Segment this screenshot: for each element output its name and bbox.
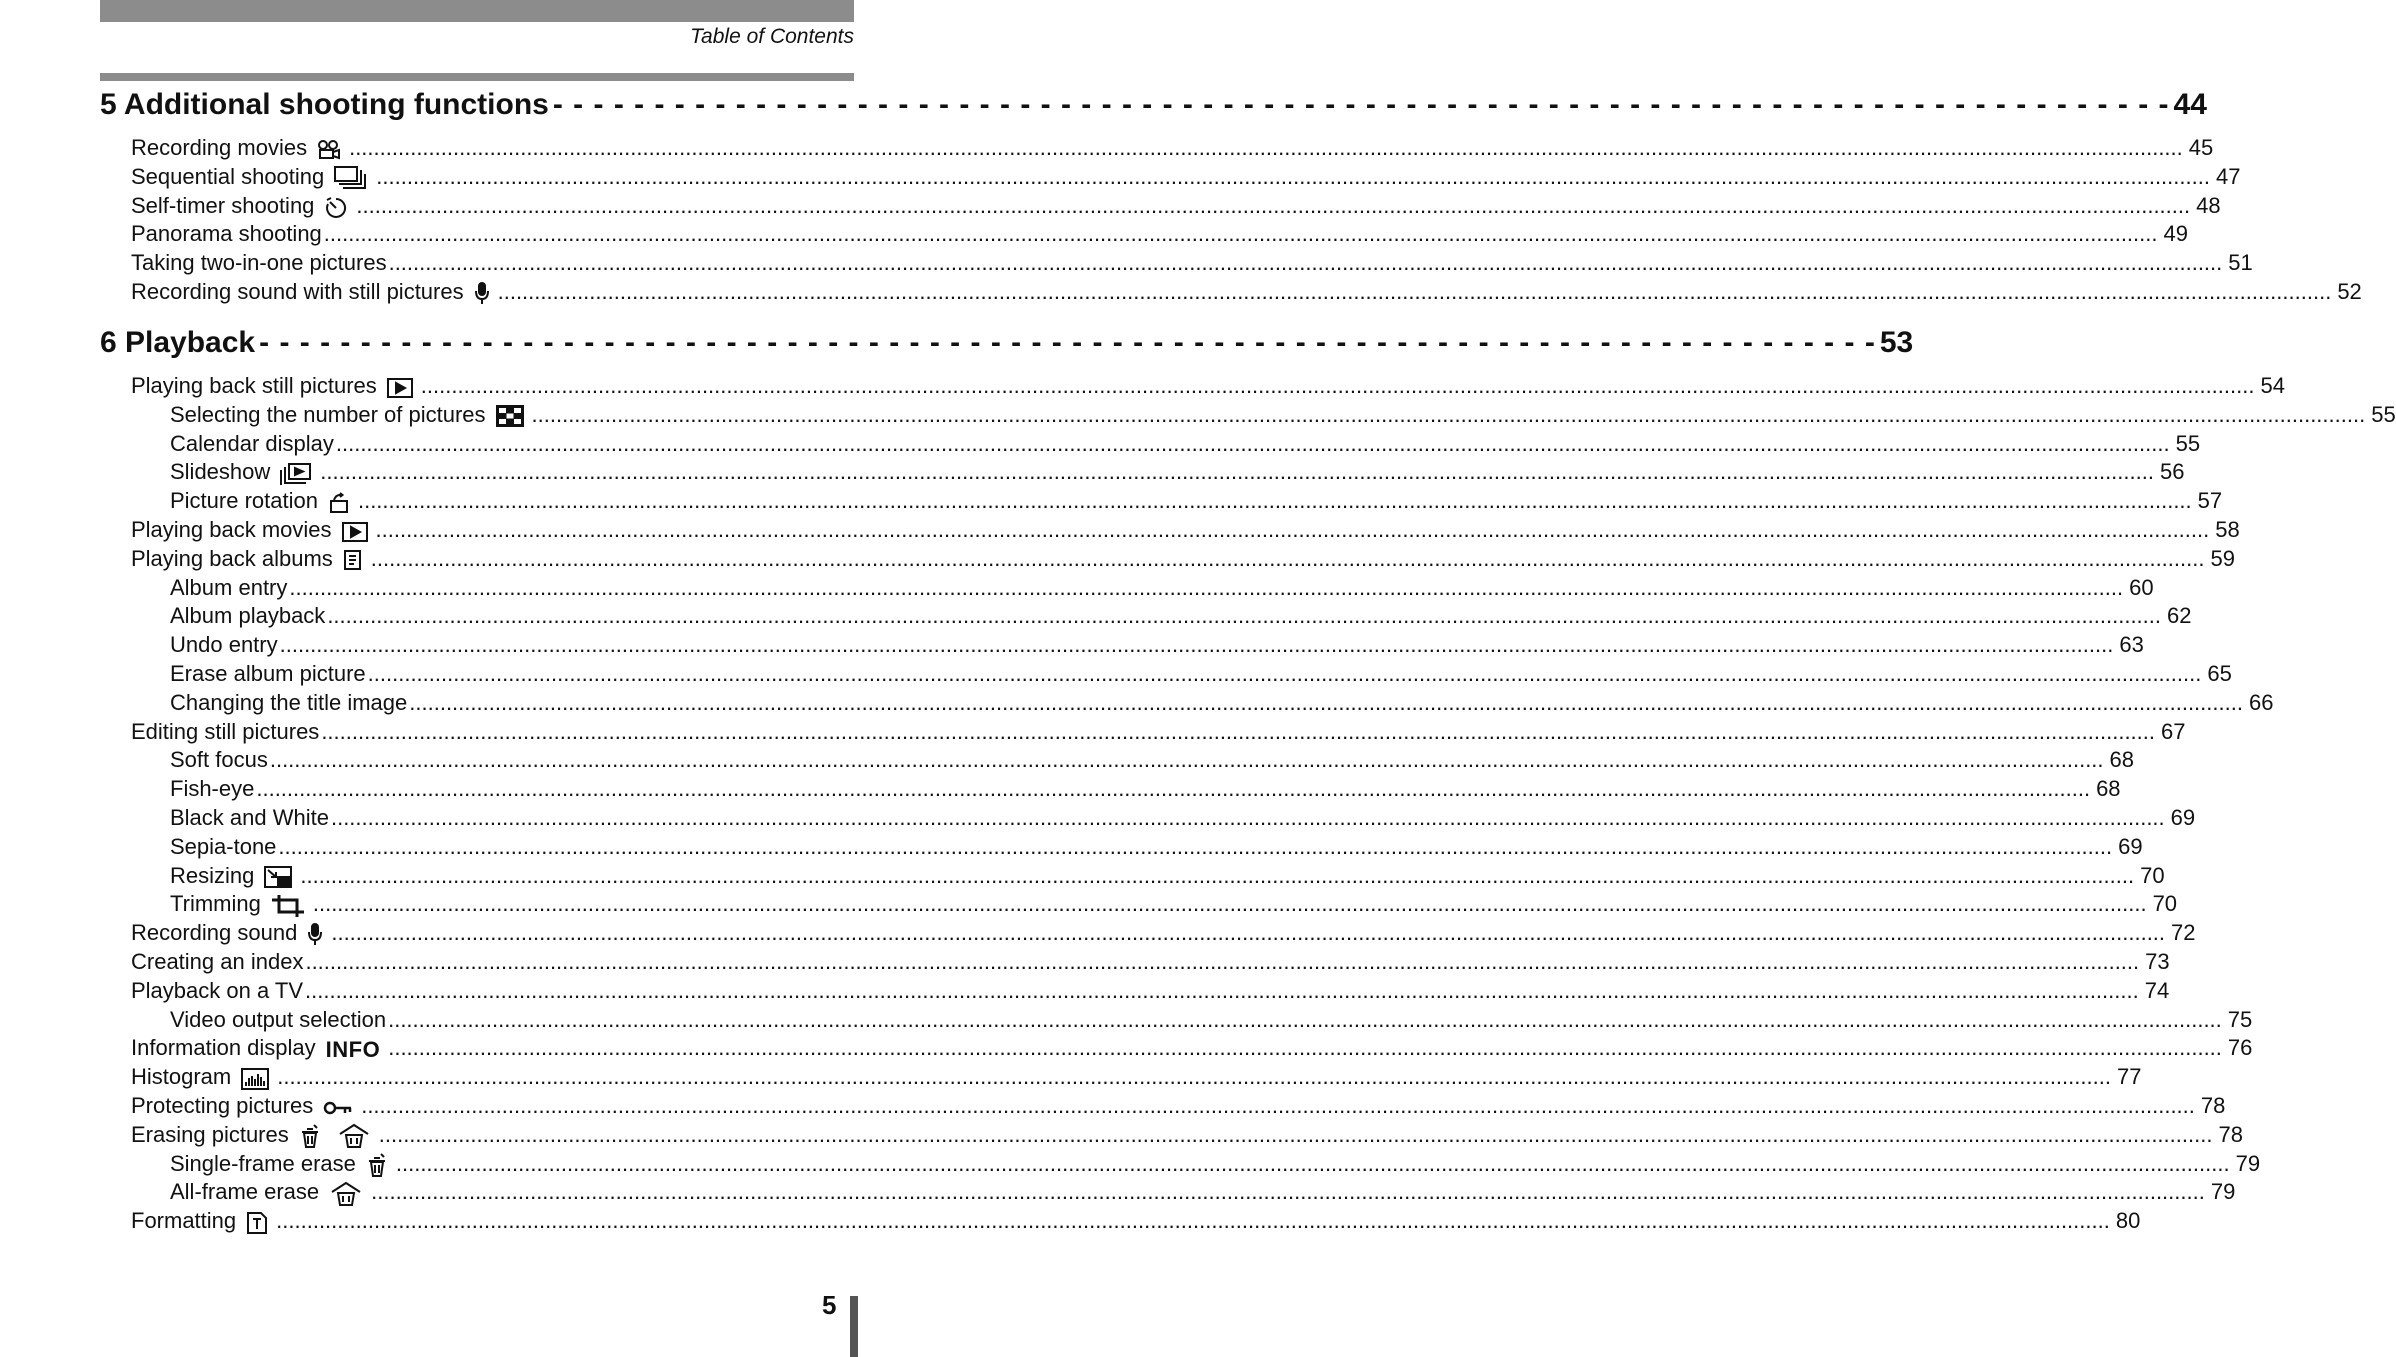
entry-label: Soft focus [170,747,268,773]
entry-page-number: 62 [2167,603,2192,629]
entry-label: Video output selection [170,1006,387,1032]
dot-leader: ............................................................................................................................................................................................................................................................................................................ [327,603,2162,629]
toc-entry[interactable] [131,250,2253,279]
entry-label: Playing back movies [131,517,332,542]
playback-icon [387,378,413,398]
dot-leader: ............................................................................................................................................................................................................................................................................................................ [331,920,2166,946]
section-divider [100,73,854,81]
movie-camera-icon [317,139,341,161]
entry-page-number: 49 [2163,221,2188,247]
toc-subentry[interactable] [170,1179,2236,1208]
entry-label: Selecting the number of pictures [170,401,486,427]
toc-subentry[interactable] [170,747,2135,776]
entry-page-number: 68 [2096,776,2121,802]
dot-leader: ............................................................................................................................................................................................................................................................................................................ [320,459,2154,485]
erase-single-icon [299,1123,321,1149]
entry-page-number: 78 [2218,1121,2243,1147]
entry-label: Single-frame erase [170,1150,356,1176]
entry-label: Taking two-in-one pictures [131,250,387,276]
rotation-icon [328,492,350,514]
entry-label: Editing still pictures [131,718,320,744]
toc-entry[interactable] [131,1121,2243,1151]
toc-subentry[interactable] [170,632,2144,661]
dot-leader: ............................................................................................................................................................................................................................................................................................................ [531,401,2366,427]
dot-leader: ............................................................................................................................................................................................................................................................................................................ [376,163,2210,189]
dot-leader: ............................................................................................................................................................................................................................................................................................................ [388,250,2223,276]
index-grid-icon [496,405,524,427]
entry-page-number: 57 [2197,488,2223,514]
entry-label: Resizing [170,862,255,888]
microphone-icon [474,281,490,307]
entry-page-number: 45 [2188,135,2214,160]
erase-single-icon [366,1152,388,1178]
chapter-title: 6 Playback [100,326,256,359]
dot-leader: ............................................................................................................................................................................................................................................................................................................ [420,373,2255,398]
entry-page-number: 80 [2115,1208,2141,1234]
dot-leader: ............................................................................................................................................................................................................................................................................................................ [279,632,2114,658]
chapter-heading[interactable] [100,88,2207,132]
entry-page-number: 74 [2144,977,2170,1003]
toc-subentry[interactable] [170,574,2154,604]
toc-subentry[interactable] [170,430,2201,460]
entry-label: Sepia-tone [170,833,277,859]
entry-page-number: 55 [2371,401,2396,427]
toc-subentry[interactable] [170,1006,2253,1036]
toc-subentry[interactable] [170,862,2165,892]
playback-icon [342,522,368,542]
dot-leader: ............................................................................................................................................................................................................................................................................................................ [378,1121,2213,1147]
entry-page-number: 73 [2145,949,2170,974]
toc-entry[interactable] [131,517,2240,546]
slideshow-icon [280,463,312,485]
entry-label: Changing the title image [170,689,408,715]
info-icon [326,1037,381,1063]
entry-label: Erasing pictures [131,1121,289,1147]
entry-label: Slideshow [170,459,271,485]
dot-leader: ............................................................................................................................................................................................................................................................................................................ [323,221,2158,247]
dot-leader: ............................................................................................................................................................................................................................................................................................................ [370,545,2205,571]
entry-label: Album playback [170,603,326,629]
entry-label: All-frame erase [170,1179,320,1205]
entry-page-number: 79 [2210,1179,2236,1205]
page-number: 5 [822,1290,837,1320]
microphone-icon [307,922,323,948]
entry-page-number: 77 [2116,1064,2142,1090]
entry-label: Undo entry [170,632,278,658]
entry-page-number: 48 [2196,192,2221,218]
entry-label: Creating an index [131,949,304,974]
toc-entry[interactable] [131,920,2196,949]
entry-page-number: 68 [2109,747,2135,773]
entry-page-number: 70 [2152,891,2178,917]
dot-leader: ............................................................................................................................................................................................................................................................................................................ [395,1150,2230,1176]
toc-entry[interactable] [131,163,2241,193]
entry-label: Histogram [131,1064,232,1090]
entry-label: Recording sound with still pictures [131,279,464,304]
dot-leader: ............................................................................................................................................................................................................................................................................................................ [409,689,2243,715]
entry-label: Sequential shooting [131,163,325,189]
histogram-icon [241,1068,269,1090]
entry-page-number: 76 [2227,1035,2253,1061]
toc-subentry[interactable] [170,603,2192,632]
toc-subentry[interactable] [170,459,2185,488]
toc-entry[interactable] [131,135,2214,164]
entry-page-number: 69 [2118,833,2143,859]
dot-leader: ............................................................................................................................................................................................................................................................................................................ [269,747,2104,773]
entry-page-number: 67 [2161,718,2186,744]
entry-label: Fish-eye [170,776,255,802]
dot-leader: ............................................................................................................................................................................................................................................................................................................ [278,833,2113,859]
entry-label: Self-timer shooting [131,192,315,218]
dot-leader: ............................................................................................................................................................................................................................................................................................................ [300,862,2135,888]
trimming-icon [271,894,305,918]
chapter-leader: - - - - - - - - - - - - - - - - - - - - - - - - - - - - - - - - - - - - - - - - - - - - - - - - - - - - - - - - - - - - - - - - - - - - - - - - - - - - - - - - [259,326,1876,359]
info-icon-label: INFO [325,1036,381,1062]
dot-leader: ............................................................................................................................................................................................................................................................................................................ [388,1006,2222,1032]
entry-label: Playing back albums [131,545,333,571]
entry-page-number: 47 [2215,163,2241,189]
dot-leader: ............................................................................................................................................................................................................................................................................................................ [276,1208,2110,1234]
toc-entry[interactable] [131,279,2362,308]
toc-subentry[interactable] [170,401,2396,431]
entry-page-number: 51 [2228,250,2253,276]
key-icon [323,1100,353,1116]
toc-entry[interactable] [131,1064,2142,1093]
dot-leader: ............................................................................................................................................................................................................................................................................................................ [305,949,2140,974]
toc-subentry[interactable] [170,488,2223,517]
toc-entry[interactable] [131,718,2186,748]
toc-subentry[interactable] [170,1150,2261,1180]
toc-subentry[interactable] [170,833,2143,863]
dot-leader: ............................................................................................................................................................................................................................................................................................................ [289,574,2124,600]
dot-leader: ............................................................................................................................................................................................................................................................................................................ [367,661,2202,686]
entry-label: Album entry [170,574,288,600]
entry-label: Information display [131,1035,316,1061]
dot-leader: ............................................................................................................................................................................................................................................................................................................ [356,192,2191,218]
entry-page-number: 79 [2235,1150,2261,1176]
entry-label: Protecting pictures [131,1093,314,1118]
entry-page-number: 66 [2248,689,2274,715]
chapter-heading[interactable] [100,326,1914,370]
entry-page-number: 58 [2215,517,2240,542]
toc-entry[interactable] [131,1208,2141,1237]
dot-leader: ............................................................................................................................................................................................................................................................................................................ [305,977,2139,1003]
format-icon [246,1211,268,1235]
chapter-page-number: 44 [2173,88,2207,121]
toc-subentry[interactable] [170,891,2178,920]
chapter-leader: - - - - - - - - - - - - - - - - - - - - - - - - - - - - - - - - - - - - - - - - - - - - - - - - - - - - - - - - - - - - - - - - - - - - - - - - - - - - - - - - [552,88,2170,121]
toc-subentry[interactable] [170,805,2196,834]
toc-subentry[interactable] [170,776,2121,805]
entry-label: Playback on a TV [131,977,304,1003]
entry-page-number: 60 [2129,574,2154,600]
entry-page-number: 78 [2200,1093,2226,1118]
erase-all-icon [329,1181,363,1207]
entry-label: Erase album picture [170,661,366,686]
dot-leader: ............................................................................................................................................................................................................................................................................................................ [277,1064,2111,1090]
entry-page-number: 55 [2175,430,2201,456]
entry-page-number: 69 [2170,805,2196,830]
entry-page-number: 59 [2210,545,2235,571]
self-timer-icon [324,195,348,219]
entry-page-number: 52 [2337,279,2362,304]
entry-label: Black and White [170,805,329,830]
toc-entry[interactable] [131,373,2285,402]
toc-entry[interactable] [131,1035,2253,1064]
toc-subentry[interactable] [170,689,2274,719]
dot-leader: ............................................................................................................................................................................................................................................................................................................ [371,1179,2205,1205]
erase-all-icon [337,1123,371,1149]
entry-label: Panorama shooting [131,221,322,247]
entry-page-number: 70 [2140,862,2165,888]
entry-label: Playing back still pictures [131,373,377,398]
entry-label: Calendar display [170,430,334,456]
entry-page-number: 72 [2171,920,2196,946]
dot-leader: ............................................................................................................................................................................................................................................................................................................ [312,891,2147,917]
chapter-page-number: 53 [1879,326,1914,359]
toc-entry[interactable] [131,1093,2226,1122]
entry-page-number: 65 [2207,661,2232,686]
dot-leader: ............................................................................................................................................................................................................................................................................................................ [330,805,2165,830]
dot-leader: ............................................................................................................................................................................................................................................................................................................ [357,488,2192,514]
toc-entry[interactable] [131,949,2170,978]
page-edge-tab [850,1296,858,1357]
entry-page-number: 56 [2159,459,2185,485]
dot-leader: ............................................................................................................................................................................................................................................................................................................ [375,517,2210,542]
dot-leader: ............................................................................................................................................................................................................................................................................................................ [388,1035,2222,1061]
toc-entry[interactable] [131,192,2221,222]
dot-leader: ............................................................................................................................................................................................................................................................................................................ [335,430,2170,456]
entry-label: Picture rotation [170,488,318,514]
entry-page-number: 75 [2227,1006,2253,1032]
album-icon [343,549,363,571]
sequential-shooting-icon [334,166,368,190]
toc-subentry[interactable] [170,661,2232,690]
entry-page-number: 63 [2119,632,2144,658]
toc-entry[interactable] [131,545,2235,575]
dot-leader: ............................................................................................................................................................................................................................................................................................................ [361,1093,2195,1118]
entry-page-number: 54 [2260,373,2285,398]
header-bar [100,0,854,22]
toc-entry[interactable] [131,221,2188,250]
dot-leader: ............................................................................................................................................................................................................................................................................................................ [349,135,2183,160]
entry-label: Recording movies [131,135,308,160]
resize-icon [264,866,292,888]
entry-label: Trimming [170,891,261,917]
entry-label: Recording sound [131,920,298,946]
header-title: Table of Contents [690,25,854,48]
dot-leader: ............................................................................................................................................................................................................................................................................................................ [497,279,2332,304]
entry-label: Formatting [131,1208,237,1234]
chapter-title: 5 Additional shooting functions [100,88,549,121]
toc-entry[interactable] [131,977,2170,1007]
dot-leader: ............................................................................................................................................................................................................................................................................................................ [321,718,2156,744]
dot-leader: ............................................................................................................................................................................................................................................................................................................ [256,776,2091,802]
